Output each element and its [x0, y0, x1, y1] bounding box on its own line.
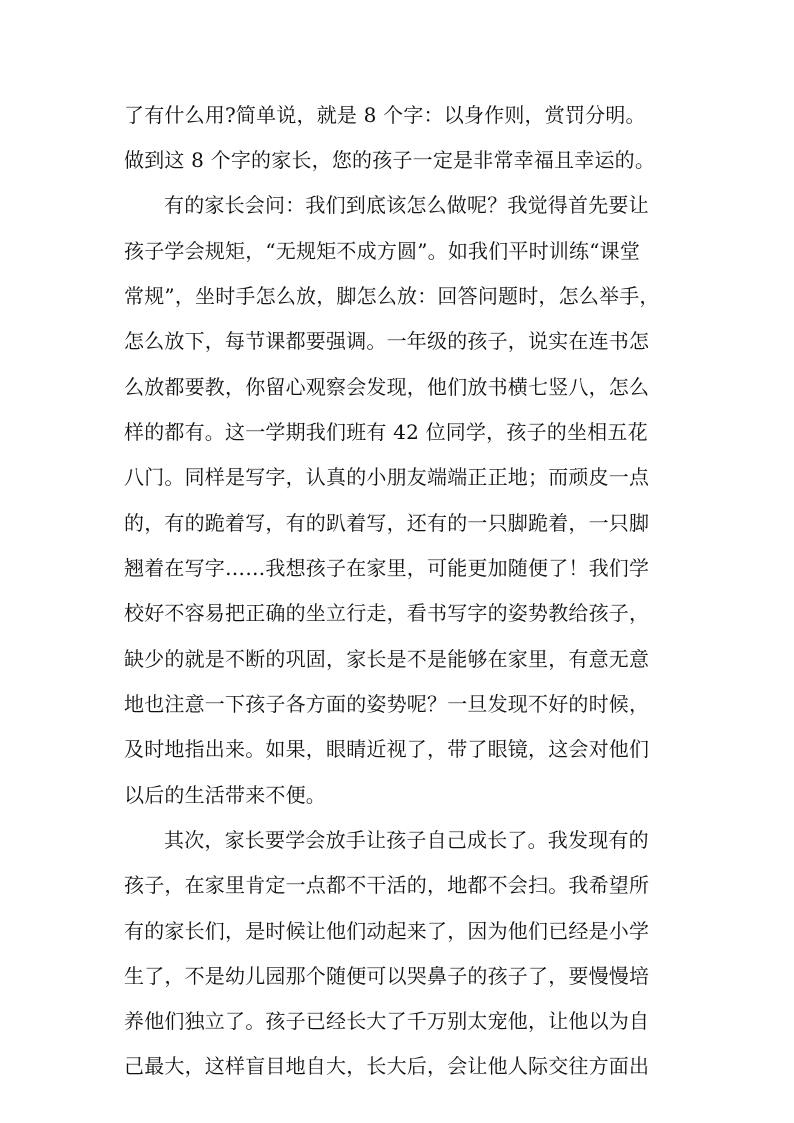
text-line: 的，有的跪着写，有的趴着写，还有的一只脚跪着，一只脚: [124, 511, 650, 535]
text-line: 翘着在写字……我想孩子在家里，可能更加随便了！我们学: [124, 556, 650, 580]
text-line: 有的家长们，是时候让他们动起来了，因为他们已经是小学: [124, 919, 650, 943]
text-line: 么放都要教，你留心观察会发现，他们放书横七竖八，怎么: [124, 375, 650, 399]
paragraph-start-line: 其次，家长要学会放手让孩子自己成长了。我发现有的: [164, 828, 649, 852]
text-line: 八门。同样是写字，认真的小朋友端端正正地；而顽皮一点: [124, 465, 650, 489]
text-line: 做到这 8 个字的家长，您的孩子一定是非常幸福且幸运的。: [124, 148, 656, 172]
text-line: 孩子学会规矩，“无规矩不成方圆”。如我们平时训练“课堂: [124, 239, 641, 263]
text-line: 己最大，这样盲目地自大，长大后，会让他人际交往方面出: [124, 1054, 650, 1078]
text-line: 养他们独立了。孩子已经长大了千万别太宠他，让他以为自: [124, 1009, 650, 1033]
text-line: 怎么放下，每节课都要强调。一年级的孩子，说实在连书怎: [124, 329, 650, 353]
text-line: 地也注意一下孩子各方面的姿势呢？一旦发现不好的时候，: [124, 692, 650, 716]
text-line: 及时地指出来。如果，眼睛近视了，带了眼镜，这会对他们: [124, 737, 650, 761]
text-line: 校好不容易把正确的坐立行走，看书写字的姿势教给孩子，: [124, 601, 650, 625]
text-line: 样的都有。这一学期我们班有 42 位同学，孩子的坐相五花: [124, 420, 648, 444]
paragraph-start-line: 有的家长会问：我们到底该怎么做呢？我觉得首先要让: [164, 193, 649, 217]
text-line: 生了，不是幼儿园那个随便可以哭鼻子的孩子了，要慢慢培: [124, 964, 650, 988]
text-line: 孩子，在家里肯定一点都不干活的，地都不会扫。我希望所: [124, 873, 650, 897]
text-line: 缺少的就是不断的巩固，家长是不是能够在家里，有意无意: [124, 647, 650, 671]
text-line: 常规”，坐时手怎么放，脚怎么放：回答问题时，怎么举手，: [124, 284, 660, 308]
text-line: 了有什么用?简单说，就是 8 个字：以身作则，赏罚分明。: [124, 103, 646, 127]
text-line: 以后的生活带来不便。: [124, 783, 326, 807]
